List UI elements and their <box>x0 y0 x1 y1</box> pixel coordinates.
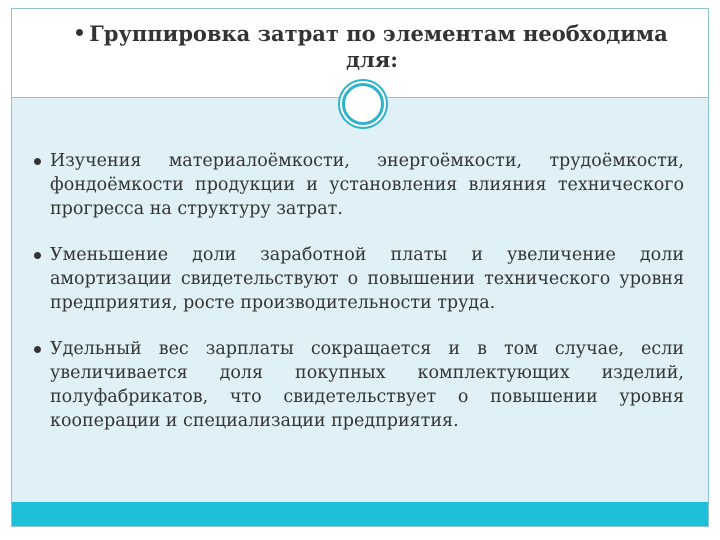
decorative-ring-icon <box>342 83 384 125</box>
list-item <box>34 243 684 315</box>
bullet-list <box>34 149 684 455</box>
bottom-accent-bar <box>12 502 708 526</box>
bullet-icon <box>34 158 41 165</box>
list-item <box>34 149 684 221</box>
bullet-icon <box>34 252 41 259</box>
slide-title-text: Группировка затрат по элементам необходима для: <box>89 21 668 72</box>
bullet-icon <box>34 346 41 353</box>
list-item-text: Уменьшение доли заработной платы и увеличение доли амортизации свидетельствуют о повышении технического уровня предприятия, росте производительности труда. <box>50 245 684 313</box>
list-item-text: Изучения материалоёмкости, энергоёмкости, трудоёмкости, фондоёмкости продукции и установления влияния технического прогресса на структуру затрат. <box>50 151 684 219</box>
list-item <box>34 337 684 433</box>
bullet-icon <box>76 29 83 36</box>
list-item-text: Удельный вес зарплаты сокращается и в том случае, если увеличивается доля покупных комплектующих изделий, полуфабрикатов, что свидетельствует о повышении уровня кооперации и специализации предприятия. <box>50 339 684 431</box>
slide <box>11 8 709 527</box>
slide-title <box>52 21 692 73</box>
